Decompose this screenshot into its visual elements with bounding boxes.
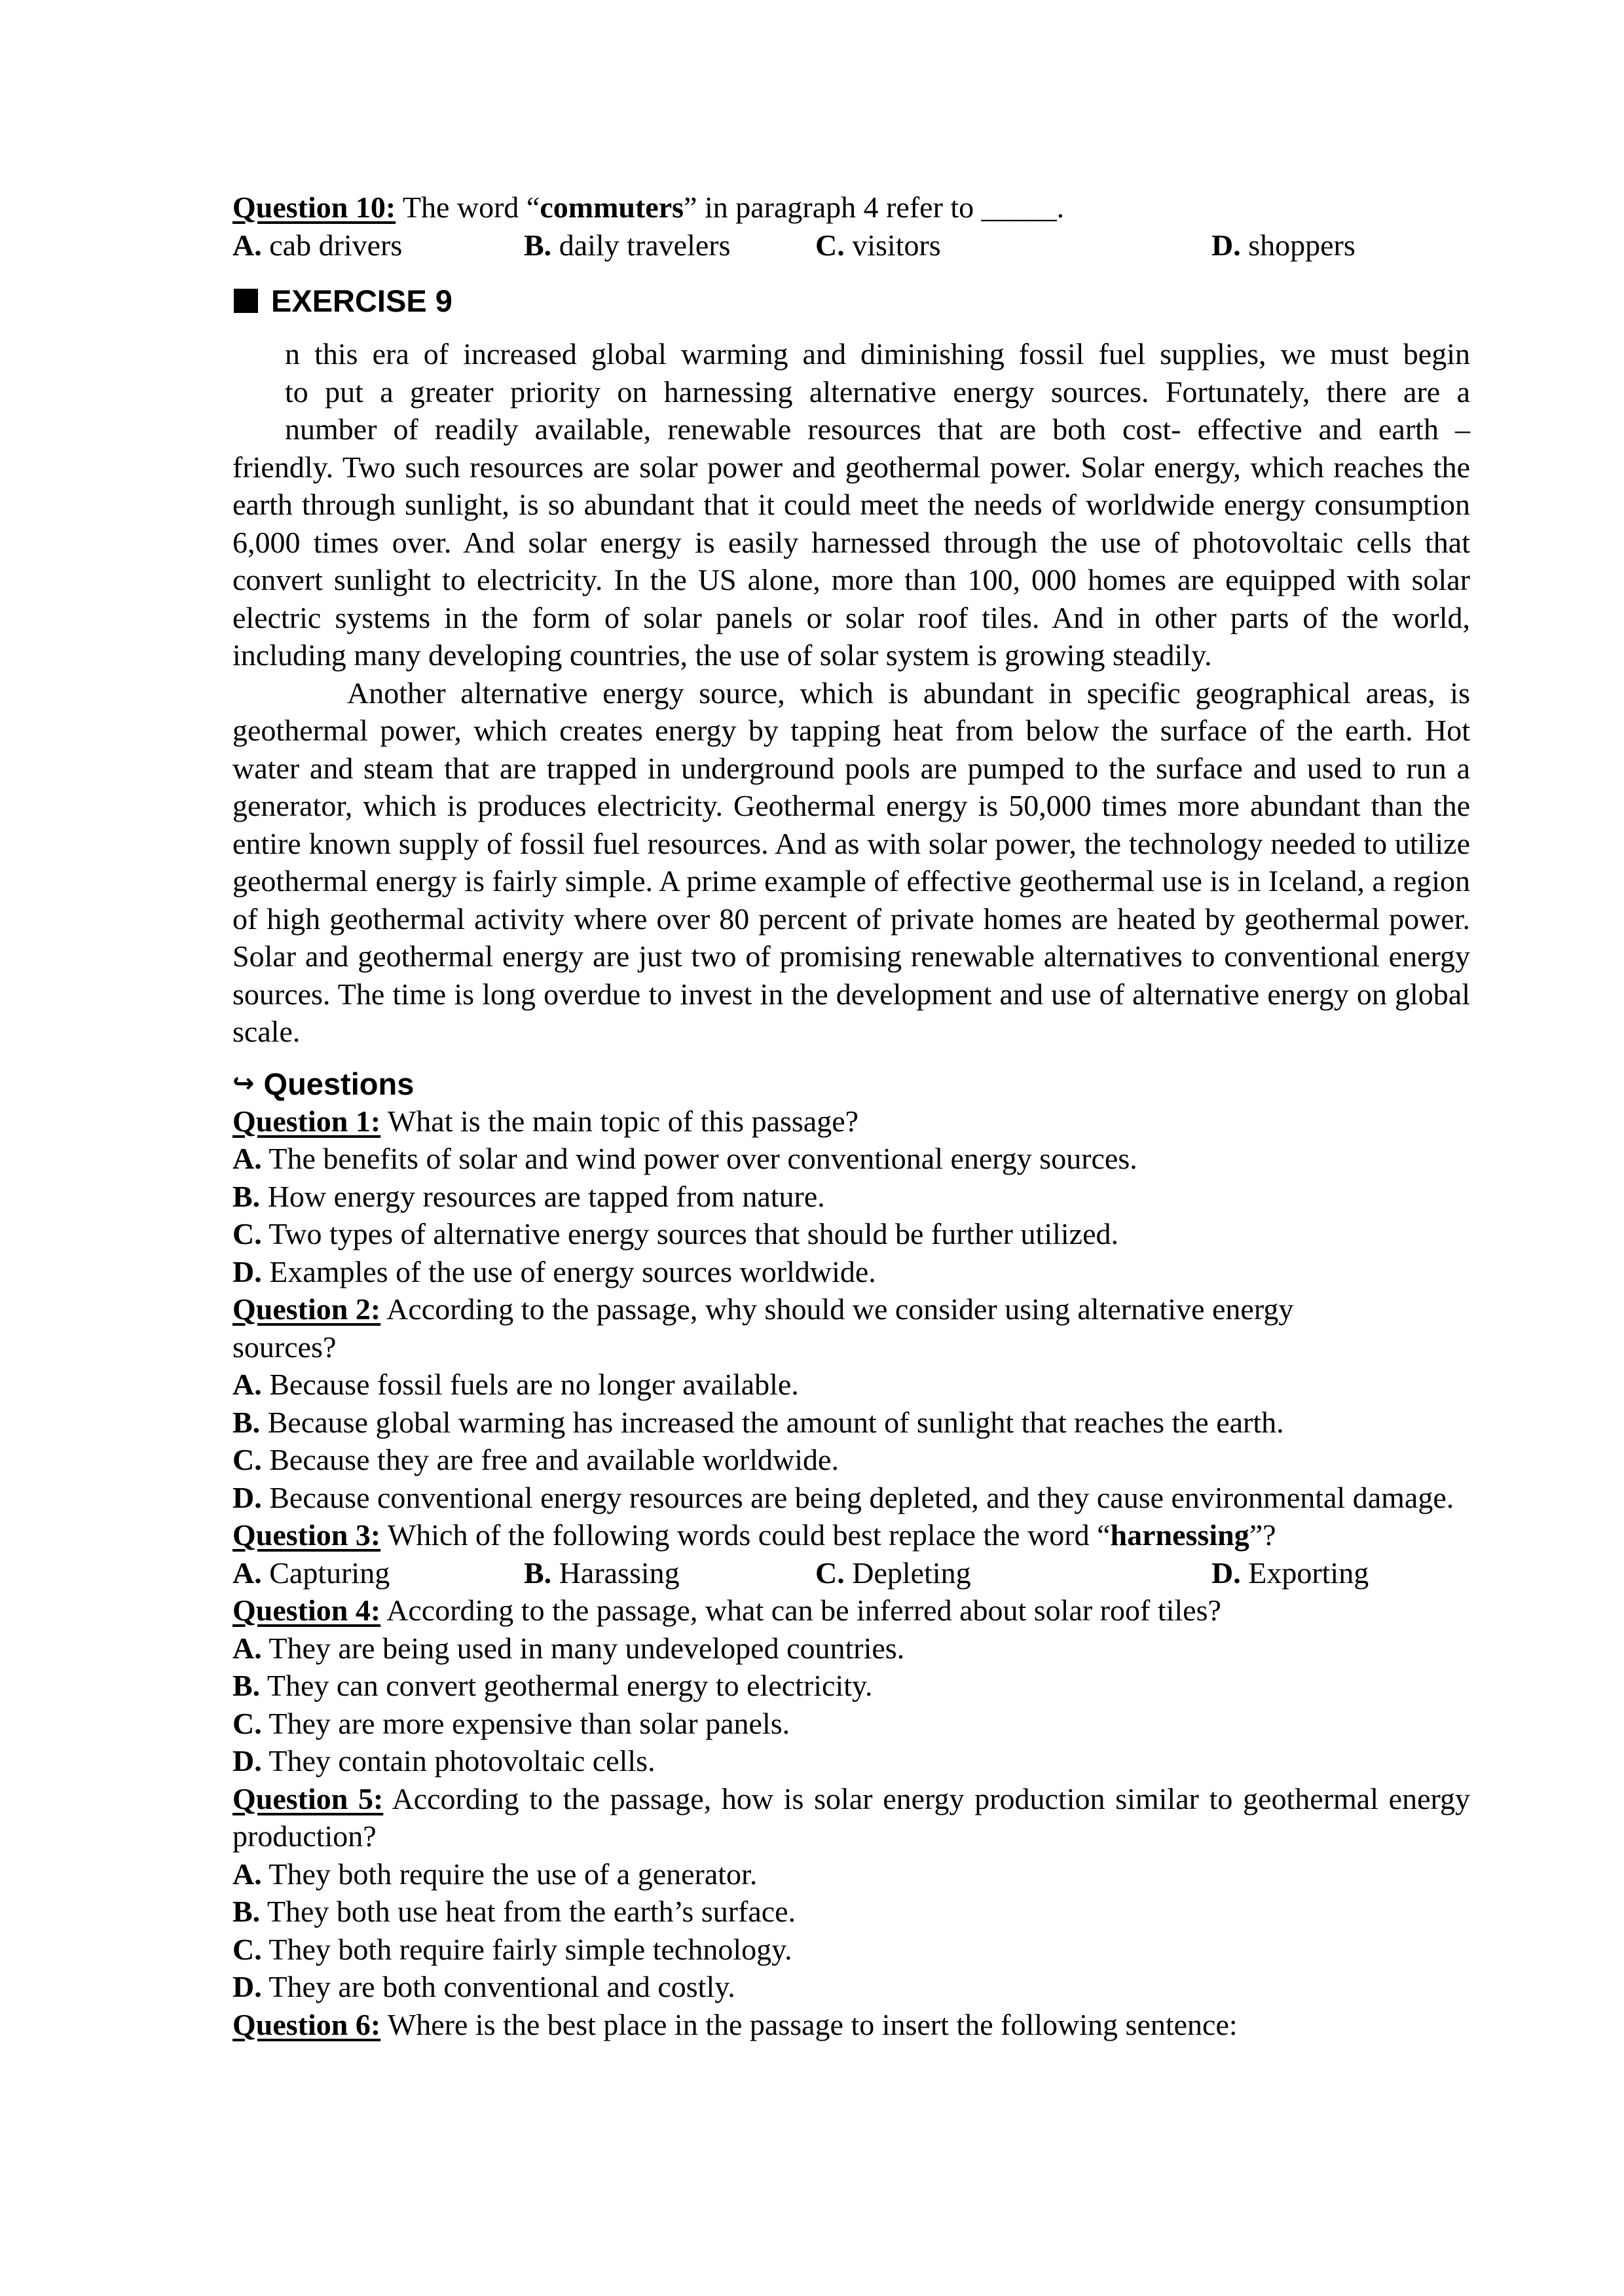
question-label: Question 5: <box>232 1781 384 1815</box>
option-d[interactable]: D. shoppers <box>1211 228 1356 262</box>
option-b[interactable]: B. How energy resources are tapped from nature. <box>232 1179 825 1213</box>
option-a[interactable]: A. They are being used in many undeveloped countries. <box>232 1631 905 1665</box>
option-c[interactable]: C. Depleting <box>815 1556 971 1590</box>
question-text: Which of the following words could best replace the word “ <box>380 1518 1111 1552</box>
passage-line: number of readily available, renewable resources that are both cost- effective and earth – <box>285 412 1470 446</box>
question-2 <box>232 1290 1470 1516</box>
question-10 <box>232 189 1470 227</box>
question-label: Question 6: <box>232 2007 381 2041</box>
option-c[interactable]: C. visitors <box>815 228 941 262</box>
question-6 <box>232 2006 1470 2044</box>
question-label: Question 10: <box>232 191 396 224</box>
questions-title: Questions <box>263 1066 415 1101</box>
exercise-heading <box>232 282 1470 319</box>
question-text: According to the passage, how is solar energy production similar to geothermal energy production? <box>232 1781 1470 1853</box>
question-4 <box>232 1592 1470 1780</box>
question-10-options <box>232 227 1470 264</box>
option-d[interactable]: D. Because conventional energy resources are being depleted, and they cause environmental damage. <box>232 1480 1454 1514</box>
passage-line: to put a greater priority on harnessing alternative energy sources. Fortunately, there are a <box>285 374 1470 409</box>
document-page <box>232 189 1470 2043</box>
question-text: What is the main topic of this passage? <box>380 1104 859 1138</box>
question-keyword: harnessing <box>1110 1518 1249 1552</box>
passage-paragraph-1-opening <box>232 335 1470 448</box>
question-text: ”? <box>1249 1518 1276 1552</box>
option-a[interactable]: A. Capturing <box>232 1556 390 1590</box>
option-c[interactable]: C. Because they are free and available worldwide. <box>232 1443 839 1476</box>
option-d[interactable]: D. Exporting <box>1211 1556 1369 1590</box>
black-square-icon <box>234 289 258 313</box>
question-label: Question 2: <box>232 1292 381 1326</box>
option-a[interactable]: A. cab drivers <box>232 228 403 262</box>
questions-heading <box>232 1065 1470 1102</box>
question-1 <box>232 1102 1470 1291</box>
question-text: The word “ <box>396 191 540 224</box>
option-a[interactable]: A. The benefits of solar and wind power over conventional energy sources. <box>232 1142 1137 1175</box>
option-d[interactable]: D. They are both conventional and costly. <box>232 1970 735 2003</box>
option-b[interactable]: B. daily travelers <box>524 228 731 262</box>
question-3 <box>232 1516 1470 1592</box>
question-keyword: commuters <box>540 191 684 224</box>
exercise-title: EXERCISE 9 <box>271 283 452 318</box>
option-c[interactable]: C. They are more expensive than solar panels. <box>232 1706 790 1740</box>
option-d[interactable]: D. They contain photovoltaic cells. <box>232 1744 655 1777</box>
option-b[interactable]: B. Because global warming has increased the amount of sunlight that reaches the earth. <box>232 1405 1284 1439</box>
question-label: Question 1: <box>232 1104 381 1138</box>
question-label: Question 3: <box>232 1518 381 1552</box>
option-b[interactable]: B. Harassing <box>524 1556 680 1590</box>
option-c[interactable]: C. They both require fairly simple technology. <box>232 1932 792 1966</box>
passage-paragraph-1: friendly. Two such resources are solar power and geothermal power. Solar energy, which reaches the earth through sunlight, is so abundant that it could meet the needs of worldwide energy consumption 6,000 times over. And solar energy is easily harnessed through the use of photovoltaic cells that convert sunlight to electricity. In the US alone, more than 100, 000 homes are equipped with solar electric systems in the form of solar panels or solar roof tiles. And in other parts of the world, including many developing countries, the use of solar system is growing steadily. <box>232 450 1470 672</box>
question-text: According to the passage, what can be inferred about solar roof tiles? <box>380 1594 1221 1627</box>
option-c[interactable]: C. Two types of alternative energy sources that should be further utilized. <box>232 1217 1118 1250</box>
question-text: According to the passage, why should we consider using alternative energy sources? <box>232 1292 1294 1364</box>
option-b[interactable]: B. They can convert geothermal energy to electricity. <box>232 1669 873 1702</box>
question-text: Where is the best place in the passage to insert the following sentence: <box>380 2007 1238 2041</box>
passage-paragraph-2: Another alternative energy source, which is abundant in specific geographical areas, is geothermal power, which creates energy by tapping heat from below the surface of the earth. Hot water and steam that are trapped in underground pools are pumped to the surface and used to run a generator, which is produces electricity. Geothermal energy is 50,000 times more abundant than the entire known supply of fossil fuel resources. And as with solar power, the technology needed to utilize geothermal energy is fairly simple. A prime example of effective geothermal use is in Iceland, a region of high geothermal activity where over 80 percent of private homes are heated by geothermal power. Solar and geothermal energy are just two of promising renewable alternatives to conventional energy sources. The time is long overdue to invest in the development and use of alternative energy on global scale. <box>232 676 1470 1048</box>
option-a[interactable]: A. They both require the use of a generator. <box>232 1857 758 1891</box>
passage-line: n this era of increased global warming and diminishing fossil fuel supplies, we must begin <box>285 337 1470 371</box>
option-a[interactable]: A. Because fossil fuels are no longer available. <box>232 1368 799 1401</box>
option-b[interactable]: B. They both use heat from the earth’s surface. <box>232 1895 796 1928</box>
reading-passage <box>232 335 1470 1051</box>
question-label: Question 4: <box>232 1594 381 1627</box>
option-d[interactable]: D. Examples of the use of energy sources worldwide. <box>232 1254 876 1288</box>
hook-arrow-icon: ↪ <box>232 1068 255 1098</box>
question-text: ” in paragraph 4 refer to _____. <box>684 191 1065 224</box>
question-5 <box>232 1780 1470 2006</box>
